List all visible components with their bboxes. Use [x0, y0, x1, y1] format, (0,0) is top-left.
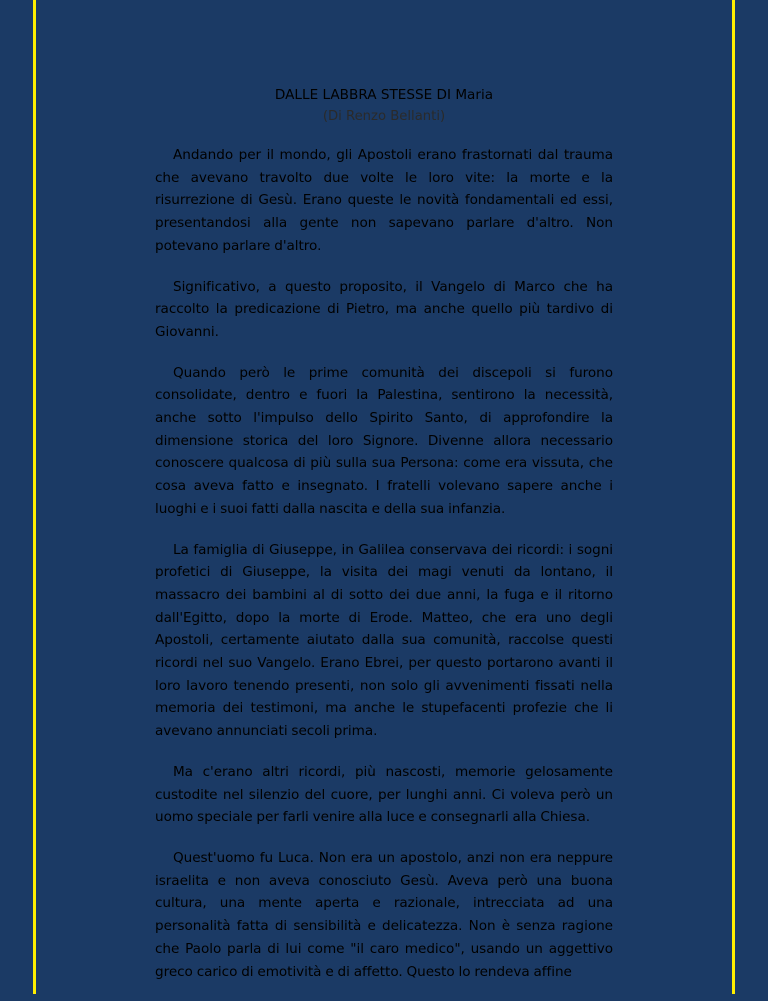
paragraph-3: Quando però le prime comunità dei discepoli si furono consolidate, dentro e fuori la Palestina, sentirono la necessità, anche sotto l'impulso dello Spirito Santo, di approfondire la dimensione storica del loro Signore. Divenne allora necessario conoscere qualcosa di più sulla sua Persona: come era vissuta, che cosa aveva fatto e insegnato. I fratelli volevano sapere anche i luoghi e i suoi fatti dalla nascita e della sua infanzia. [155, 364, 613, 517]
document-title: DALLE LABBRA STESSE DI Maria [274, 87, 494, 103]
left-border-line [33, 0, 36, 994]
document-body [155, 84, 613, 1001]
paragraph-4: La famiglia di Giuseppe, in Galilea conservava dei ricordi: i sogni profetici di Giuseppe, la visita dei magi venuti da lontano, il massacro dei bambini al di sotto dei due anni, la fuga e il ritorno dall'Egitto, dopo la morte di Erode. Matteo, che era uno degli Apostoli, certamente aiutato dalla sua comunità, raccolse questi ricordi nel suo Vangelo. Erano Ebrei, per questo portarono avanti il loro lavoro tenendo presenti, non solo gli avvenimenti fissati nella memoria dei testimoni, ma anche le stupefacenti profezie che li avevano annunciati secoli prima. [155, 541, 613, 740]
right-border-line [732, 0, 735, 994]
paragraph-2: Significativo, a questo proposito, il Vangelo di Marco che ha raccolto la predicazione di Pietro, ma anche quello più tardivo di Giovanni. [155, 278, 613, 340]
document-subtitle: (Di Renzo Bellanti) [322, 109, 446, 124]
paragraph-1: Andando per il mondo, gli Apostoli erano frastornati dal trauma che avevano travolto due volte le loro vite: la morte e la risurrezione di Gesù. Erano queste le novità fondamentali ed essi, presentandosi alla gente non sapevano parlare d'altro. Non potevano parlare d'altro. [155, 147, 613, 254]
paragraph-5: Ma c'erano altri ricordi, più nascosti, memorie gelosamente custodite nel silenzio del cuore, per lunghi anni. Ci voleva però un uomo speciale per farli venire alla luce e consegnarli alla Chiesa. [155, 763, 613, 826]
paragraph-6: Quest'uomo fu Luca. Non era un apostolo, anzi non era neppure israelita e non aveva conosciuto Gesù. Aveva però una buona cultura, una mente aperta e razionale, intrecciata ad una personalità fatta di sensibilità e delicatezza. Non è senza ragione che Paolo parla di lui come "il caro medico", usando un aggettivo greco carico di emotività e di affetto. Questo lo rendeva affine [155, 849, 613, 980]
